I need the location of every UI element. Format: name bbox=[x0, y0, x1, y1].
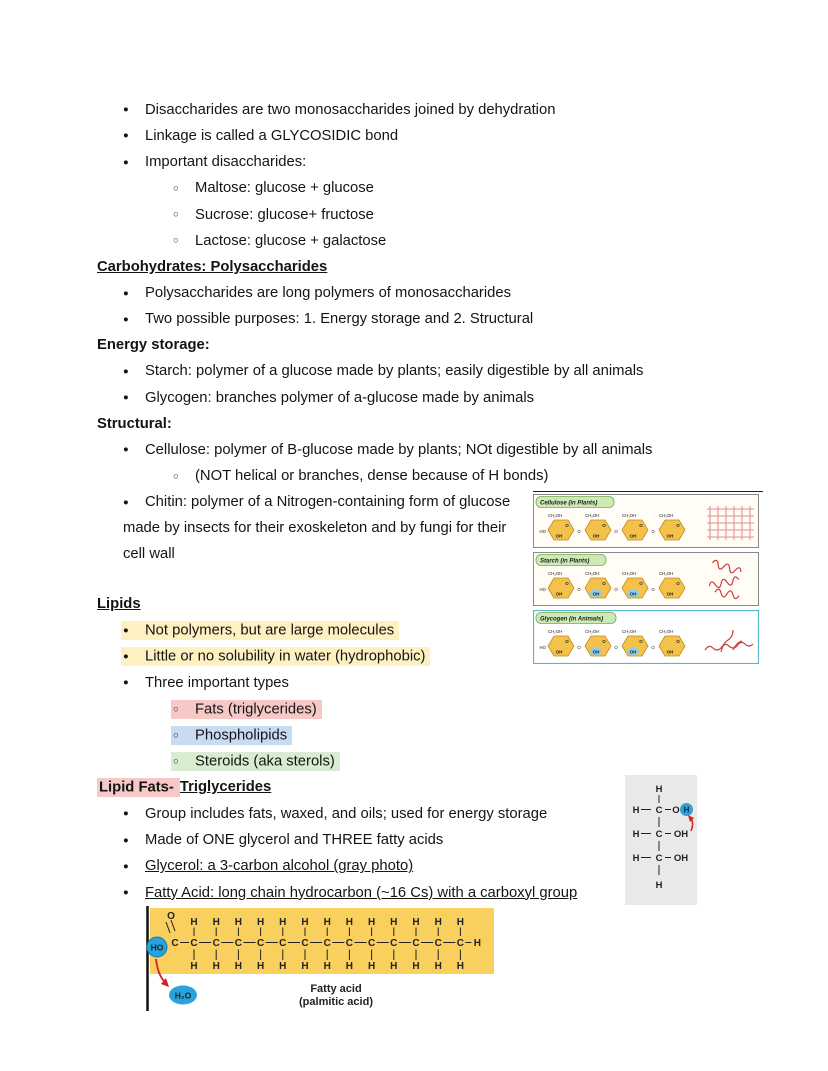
list-item-text: Cellulose: polymer of B-glucose made by plants; NOt digestible by all animals bbox=[145, 441, 653, 458]
atom-label: H bbox=[390, 961, 398, 972]
atom-label: OH bbox=[629, 649, 637, 655]
subheading-structural: Structural: bbox=[97, 415, 172, 432]
atom-label: C bbox=[390, 938, 398, 949]
line-content bbox=[123, 285, 511, 301]
atom-label: H bbox=[279, 961, 287, 972]
atom-label: H bbox=[683, 805, 690, 815]
atom-label: H bbox=[632, 805, 640, 816]
atom-label: OH bbox=[673, 853, 689, 864]
underlined-heading-part: Triglycerides bbox=[179, 779, 272, 796]
atom-label: C bbox=[655, 829, 663, 840]
atom-label: C bbox=[190, 938, 198, 949]
atom-label: CH₂OH bbox=[548, 629, 563, 634]
atom-label: H bbox=[655, 784, 663, 795]
atom-label: H bbox=[301, 917, 309, 928]
atom-label: CH₂OH bbox=[659, 571, 674, 576]
bullet-icon: ● bbox=[123, 496, 129, 508]
highlighted-line bbox=[171, 726, 292, 745]
line-content bbox=[173, 233, 386, 249]
atom-label: H bbox=[234, 917, 243, 928]
list-item-text: Lactose: glucose + galactose bbox=[195, 232, 387, 249]
atom-label: C bbox=[655, 805, 663, 816]
atom-label: HO bbox=[539, 587, 546, 592]
list-item-text: Fats (triglycerides) bbox=[195, 701, 317, 718]
highlighted-line bbox=[121, 647, 430, 666]
list-item-text: Chitin: polymer of a Nitrogen-containing form of glucose made by insects for their exoskeleton and by fungi for their cell wall bbox=[123, 494, 511, 563]
circle-bullet-icon: ○ bbox=[173, 235, 179, 247]
atom-label: OH bbox=[666, 533, 674, 539]
line-content bbox=[123, 675, 289, 691]
bullet-icon: ● bbox=[123, 392, 129, 404]
list-item bbox=[97, 670, 797, 696]
atom-label: H bbox=[190, 961, 198, 972]
atom-label: H bbox=[234, 961, 243, 972]
panel-label: Glycogen (in Animals) bbox=[540, 616, 604, 623]
atom-label: OH bbox=[555, 533, 563, 539]
atom-label: O bbox=[676, 523, 680, 528]
bullet-icon: ● bbox=[123, 887, 129, 899]
atom-label: CH₂OH bbox=[622, 629, 637, 634]
list-item bbox=[97, 307, 797, 333]
line-content bbox=[173, 468, 548, 484]
atom-label: C bbox=[234, 938, 243, 949]
atom-label: OH bbox=[629, 591, 637, 597]
atom-label: O bbox=[614, 529, 618, 534]
atom-label: O bbox=[614, 587, 618, 592]
fatty-acid-figure[interactable] bbox=[146, 905, 498, 1018]
section-heading-lipids: Lipids bbox=[97, 595, 141, 612]
list-item-text: Steroids (aka sterols) bbox=[195, 753, 335, 770]
list-item-text: Not polymers, but are large molecules bbox=[145, 622, 395, 639]
bullet-icon: ● bbox=[123, 650, 129, 662]
atom-label: O bbox=[565, 523, 569, 528]
figure-group bbox=[166, 911, 481, 972]
line-content bbox=[123, 102, 555, 118]
atom-label: H bbox=[256, 917, 265, 928]
atom-label: OH bbox=[592, 591, 600, 597]
highlighted-heading-part: Lipid Fats- bbox=[99, 779, 178, 796]
list-item bbox=[97, 723, 797, 749]
atom-label: O bbox=[651, 645, 655, 650]
atom-label: C bbox=[279, 938, 287, 949]
list-item bbox=[97, 359, 797, 385]
line-content bbox=[123, 832, 443, 848]
atom-label: CH₂OH bbox=[659, 629, 674, 634]
atom-label: H bbox=[473, 938, 482, 949]
line-content bbox=[123, 128, 398, 144]
atom-label: C bbox=[367, 938, 376, 949]
line-content bbox=[123, 363, 643, 379]
list-item bbox=[97, 97, 797, 123]
atom-label: O bbox=[602, 639, 606, 644]
atom-label: H bbox=[456, 961, 465, 972]
bullet-icon: ● bbox=[123, 313, 129, 325]
atom-label: HO bbox=[539, 645, 546, 650]
bullet-icon: ● bbox=[123, 104, 129, 115]
bullet-icon: ● bbox=[123, 677, 129, 689]
atom-label: O bbox=[676, 581, 680, 586]
atom-label: H bbox=[212, 917, 220, 928]
atom-label: CH₂OH bbox=[585, 629, 600, 634]
line-content bbox=[123, 390, 534, 406]
atom-label: C bbox=[434, 938, 442, 949]
line-content bbox=[123, 442, 652, 458]
bullet-icon: ● bbox=[123, 444, 129, 456]
list-item-text: Disaccharides are two monosaccharides joined by dehydration bbox=[145, 101, 556, 118]
atom-label: OH bbox=[673, 829, 689, 840]
ho-label: HO bbox=[150, 942, 164, 953]
atom-label: H bbox=[412, 917, 420, 928]
atom-label: O bbox=[672, 805, 680, 816]
atom-label: H bbox=[412, 961, 420, 972]
line-content bbox=[123, 311, 533, 327]
list-item bbox=[97, 490, 517, 568]
atom-label: CH₂OH bbox=[622, 513, 637, 518]
panel-cellulose bbox=[533, 494, 759, 548]
list-item-text: Maltose: glucose + glucose bbox=[195, 180, 374, 197]
list-item-text: Phospholipids bbox=[195, 727, 288, 744]
atom-label: O bbox=[651, 529, 655, 534]
atom-label: O bbox=[602, 581, 606, 586]
atom-label: O bbox=[614, 645, 618, 650]
atom-label: H bbox=[256, 961, 265, 972]
atom-label: O bbox=[639, 523, 643, 528]
atom-label: OH bbox=[592, 533, 600, 539]
atom-label: H bbox=[301, 961, 309, 972]
atom-label: O bbox=[565, 581, 569, 586]
line-content bbox=[173, 207, 374, 223]
panel-glycogen bbox=[533, 610, 759, 664]
bullet-icon: ● bbox=[123, 287, 129, 299]
atom-label: CH₂OH bbox=[659, 513, 674, 518]
atom-label: HO bbox=[539, 529, 546, 534]
atom-label: O bbox=[639, 581, 643, 586]
bullet-icon: ● bbox=[123, 130, 129, 142]
circle-bullet-icon: ○ bbox=[173, 703, 179, 715]
list-item bbox=[97, 464, 797, 490]
atom-label: OH bbox=[555, 649, 563, 655]
figure-caption-line1: Fatty acid bbox=[310, 983, 362, 995]
list-item-text: Glycogen: branches polymer of a-glucose made by animals bbox=[145, 389, 535, 406]
panel-label: Starch (in Plants) bbox=[540, 558, 590, 565]
list-item bbox=[97, 176, 797, 202]
circle-bullet-icon: ○ bbox=[173, 182, 179, 194]
atom-label: H bbox=[632, 829, 640, 840]
atom-label: H bbox=[345, 917, 354, 928]
list-item-text: Polysaccharides are long polymers of monosaccharides bbox=[145, 285, 511, 302]
list-item-text: Three important types bbox=[145, 674, 289, 691]
bullet-icon: ● bbox=[123, 365, 129, 377]
atom-label: H bbox=[632, 853, 640, 864]
highlighted-line bbox=[171, 700, 322, 719]
section-heading-polysaccharides: Carbohydrates: Polysaccharides bbox=[97, 258, 328, 275]
atom-label: CH₂OH bbox=[585, 513, 600, 518]
atom-label: C bbox=[256, 938, 265, 949]
list-item-text: Little or no solubility in water (hydrophobic) bbox=[145, 648, 426, 665]
highlighted-line bbox=[121, 621, 399, 640]
fatty-acid-diagram bbox=[146, 905, 498, 1013]
subheading-energy-storage: Energy storage: bbox=[97, 337, 210, 354]
atom-label: C bbox=[323, 938, 331, 949]
atom-label: C bbox=[655, 853, 663, 864]
atom-label: C bbox=[301, 938, 309, 949]
atom-label: H bbox=[367, 917, 376, 928]
list-item-text: Sucrose: glucose+ fructose bbox=[195, 206, 374, 223]
highlighted-line bbox=[171, 752, 340, 771]
list-item bbox=[97, 437, 797, 463]
list-item bbox=[97, 228, 797, 254]
list-item bbox=[97, 150, 797, 176]
atom-label: OH bbox=[555, 591, 563, 597]
list-item-text: (NOT helical or branches, dense because of H bonds) bbox=[195, 468, 549, 485]
atom-label: O bbox=[676, 639, 680, 644]
atom-label: H bbox=[212, 961, 220, 972]
atom-label: O bbox=[577, 587, 581, 592]
bullet-icon: ● bbox=[123, 156, 129, 168]
atom-label: O bbox=[577, 645, 581, 650]
atom-label: C bbox=[212, 938, 220, 949]
atom-label: H bbox=[345, 961, 354, 972]
atom-label: O bbox=[602, 523, 606, 528]
polysaccharide-figure[interactable] bbox=[533, 491, 763, 668]
list-item-text: Made of ONE glycerol and THREE fatty acids bbox=[145, 832, 444, 849]
bullet-icon: ● bbox=[123, 624, 129, 636]
line-content bbox=[123, 154, 306, 170]
panel-starch bbox=[533, 552, 759, 606]
water-label: H₂O bbox=[174, 990, 192, 1001]
circle-bullet-icon: ○ bbox=[173, 470, 179, 482]
atom-label: H bbox=[190, 917, 198, 928]
atom-label: OH bbox=[629, 533, 637, 539]
figure-background bbox=[150, 908, 494, 974]
list-item-text: Two possible purposes: 1. Energy storage and 2. Structural bbox=[145, 311, 534, 328]
list-item bbox=[97, 281, 797, 307]
bullet-icon: ● bbox=[123, 834, 129, 846]
list-item bbox=[97, 749, 797, 775]
atom-label: C bbox=[171, 938, 179, 949]
atom-label: O bbox=[651, 587, 655, 592]
atom-label: C bbox=[412, 938, 420, 949]
atom-label: O bbox=[577, 529, 581, 534]
list-item-text: Glycerol: a 3-carbon alcohol (gray photo) bbox=[145, 858, 414, 875]
atom-label: O bbox=[167, 911, 175, 922]
atom-label: H bbox=[323, 961, 331, 972]
atom-label: CH₂OH bbox=[548, 513, 563, 518]
line-content bbox=[123, 885, 577, 901]
atom-label: H bbox=[279, 917, 287, 928]
circle-bullet-icon: ○ bbox=[173, 209, 179, 221]
list-item-text: Fatty Acid: long chain hydrocarbon (~16 Cs) with a carboxyl group bbox=[145, 884, 578, 901]
figure-caption-line2: (palmitic acid) bbox=[299, 996, 373, 1008]
atom-label: O bbox=[639, 639, 643, 644]
list-item bbox=[97, 697, 797, 723]
list-item bbox=[97, 202, 797, 228]
atom-label: H bbox=[390, 917, 398, 928]
atom-label: CH₂OH bbox=[622, 571, 637, 576]
list-item-text: Linkage is called a GLYCOSIDIC bond bbox=[145, 127, 399, 144]
atom-label: H bbox=[655, 880, 663, 891]
atom-label: O bbox=[565, 639, 569, 644]
atom-label: OH bbox=[592, 649, 600, 655]
atom-label: OH bbox=[666, 591, 674, 597]
atom-label: H bbox=[367, 961, 376, 972]
atom-label: H bbox=[456, 917, 465, 928]
list-item-text: Starch: polymer of a glucose made by plants; easily digestible by all animals bbox=[145, 363, 644, 380]
bullet-icon: ● bbox=[123, 808, 129, 820]
bullet-icon: ● bbox=[123, 860, 129, 872]
glycerol-diagram bbox=[625, 775, 697, 905]
atom-label: CH₂OH bbox=[585, 571, 600, 576]
atom-label: C bbox=[345, 938, 354, 949]
atom-label: H bbox=[434, 961, 442, 972]
atom-label: CH₂OH bbox=[548, 571, 563, 576]
list-item-text: Group includes fats, waxed, and oils; used for energy storage bbox=[145, 805, 548, 822]
list-item bbox=[97, 385, 797, 411]
atom-label: H bbox=[434, 917, 442, 928]
line-content bbox=[173, 180, 374, 196]
atom-label: OH bbox=[666, 649, 674, 655]
line-content bbox=[123, 494, 510, 562]
list-item-text: Important disaccharides: bbox=[145, 154, 307, 171]
line-content bbox=[123, 858, 413, 874]
glycerol-structure-figure[interactable] bbox=[625, 775, 697, 910]
list-item bbox=[97, 123, 797, 149]
circle-bullet-icon: ○ bbox=[173, 729, 179, 741]
atom-label: C bbox=[456, 938, 465, 949]
line-content bbox=[123, 806, 547, 822]
circle-bullet-icon: ○ bbox=[173, 756, 179, 768]
panel-label: Cellulose (in Plants) bbox=[540, 500, 598, 507]
atom-label: H bbox=[323, 917, 331, 928]
